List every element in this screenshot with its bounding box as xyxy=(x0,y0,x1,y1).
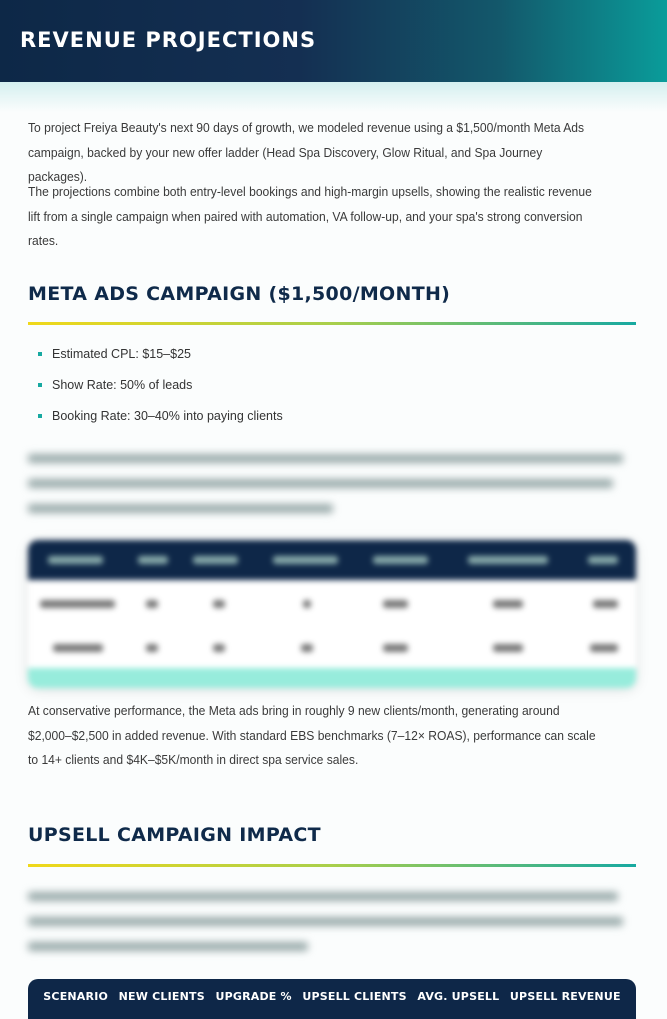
blurred-paragraph xyxy=(28,892,628,967)
section-heading-meta: META ADS CAMPAIGN ($1,500/MONTH) xyxy=(28,283,451,305)
upsell-table-header xyxy=(28,979,636,1019)
section-heading-upsell: UPSELL CAMPAIGN IMPACT xyxy=(28,824,321,846)
section-divider xyxy=(28,322,636,325)
intro-paragraph: To project Freiya Beauty's next 90 days of growth, we modeled revenue using a $1,500/month Meta Ads campaign, backed by your new offer ladder (Head Spa Discovery, Glow Ritual, and Spa Journey packages). xyxy=(28,120,585,184)
column-header: UPSELL REVENUE xyxy=(509,990,621,1003)
bullet-item: Estimated CPL: $15–$25 xyxy=(38,343,283,374)
blurred-paragraph xyxy=(28,454,628,529)
header-fade xyxy=(0,82,667,112)
intro-paragraph: The projections combine both entry-level bookings and high-margin upsells, showing the realistic revenue lift from a single campaign when paired with automation, VA follow-up, and your spa's strong conversion rates. xyxy=(28,184,592,248)
section-divider xyxy=(28,864,636,867)
bullet-item: Booking Rate: 30–40% into paying clients xyxy=(38,405,283,436)
column-header: UPSELL CLIENTS xyxy=(302,990,407,1003)
meta-summary: At conservative performance, the Meta ads bring in roughly 9 new clients/month, generating around $2,000–$2,500 in added revenue. With standard EBS benchmarks (7–12× ROAS), performance can scale to 14+ clients and $4K–$5K/month in direct spa service sales. xyxy=(28,703,596,767)
column-header: UPGRADE % xyxy=(215,990,292,1003)
bullet-item: Show Rate: 50% of leads xyxy=(38,374,283,405)
column-header: AVG. UPSELL xyxy=(417,990,500,1003)
column-header: NEW CLIENTS xyxy=(118,990,205,1003)
page-header xyxy=(0,0,667,82)
blurred-meta-table xyxy=(28,540,636,688)
column-header: SCENARIO xyxy=(43,990,109,1003)
meta-bullets xyxy=(38,343,283,436)
page-title: REVENUE PROJECTIONS xyxy=(20,28,317,52)
